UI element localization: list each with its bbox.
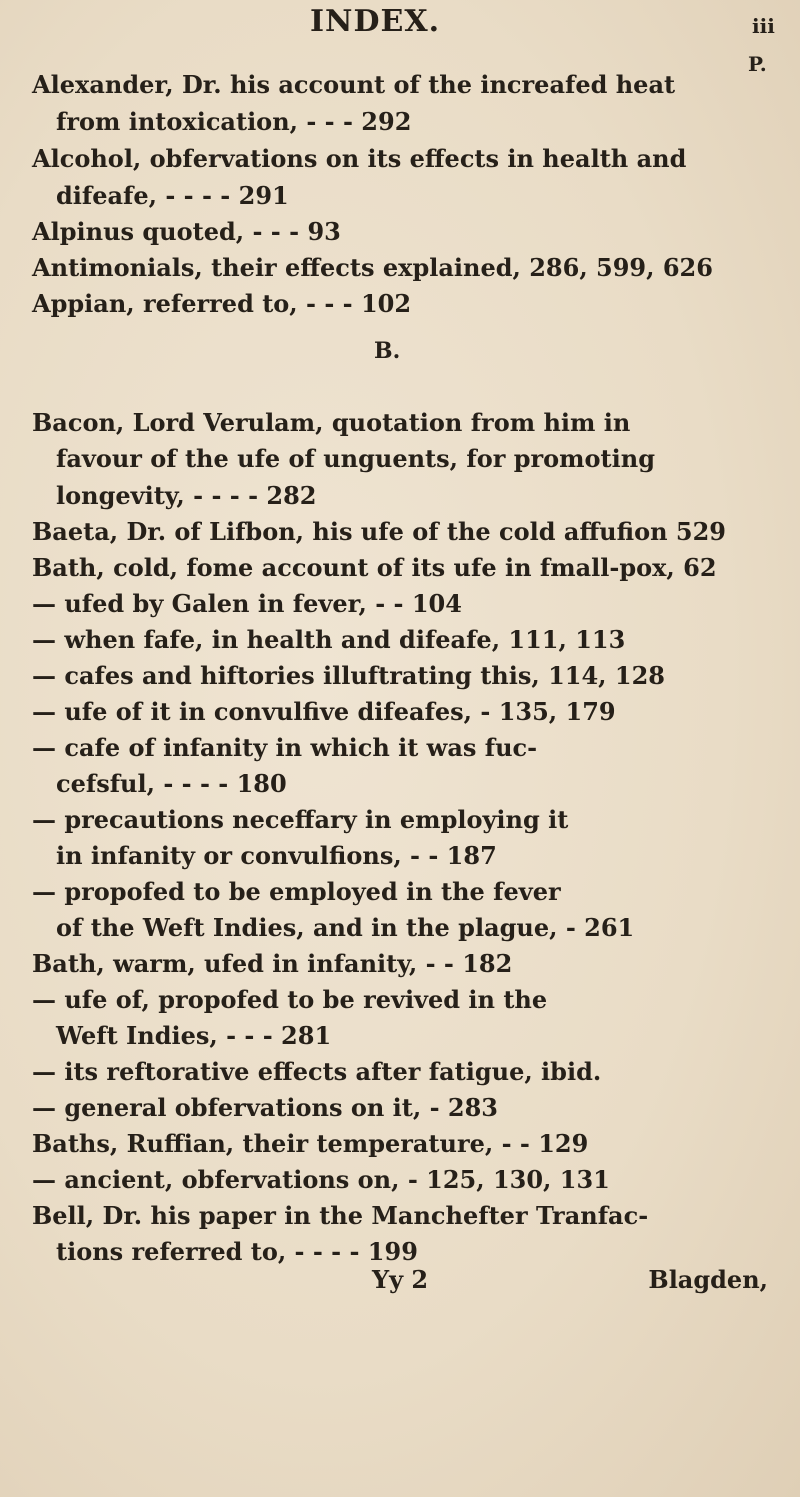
- index-entry: — cafe of infanity in which it was fuc-: [32, 733, 538, 762]
- index-entry: — cafes and hiftories illuftrating this, 114, 128: [32, 661, 665, 690]
- index-entry: Baths, Ruffian, their temperature, - - 129: [32, 1129, 589, 1158]
- index-entry: Alpinus quoted, - - - 93: [32, 217, 341, 246]
- index-entry: Alcohol, obfervations on its effects in health and: [32, 144, 687, 173]
- index-entry: — when fafe, in health and difeafe, 111, 113: [32, 625, 626, 654]
- index-entry: — precautions neceffary in employing it: [32, 805, 569, 834]
- page-footer: [0, 1265, 800, 1301]
- index-entry: — ancient, obfervations on, - 125, 130, 131: [32, 1165, 610, 1194]
- index-entry: — ufed by Galen in fever, - - 104: [32, 589, 462, 618]
- signature-mark: Yy 2: [372, 1265, 429, 1294]
- index-entry: from intoxication, - - - 292: [56, 107, 412, 136]
- index-entry: Bacon, Lord Verulam, quotation from him in: [32, 408, 631, 437]
- index-entry: — general obfervations on it, - 283: [32, 1093, 498, 1122]
- index-entry: of the Weft Indies, and in the plague, - 261: [56, 913, 635, 942]
- index-entry: favour of the ufe of unguents, for promoting: [56, 444, 655, 473]
- index-entry: Baeta, Dr. of Lifbon, his ufe of the cold affufion 529: [32, 517, 726, 546]
- index-entry: in infanity or convulfions, - - 187: [56, 841, 497, 870]
- index-entry: — ufe of, propofed to be revived in the: [32, 985, 548, 1014]
- page-header: [0, 4, 800, 48]
- index-entry: cefsful, - - - - 180: [56, 769, 287, 798]
- index-entry: Appian, referred to, - - - 102: [32, 289, 412, 318]
- index-entry: Alexander, Dr. his account of the increafed heat: [32, 70, 676, 99]
- page-column-head: P.: [748, 52, 767, 76]
- index-entry: Bell, Dr. his paper in the Manchefter Tranfac-: [32, 1201, 649, 1230]
- index-entry: difeafe, - - - - 291: [56, 181, 289, 210]
- index-entry: — its reftorative effects after fatigue, ibid.: [32, 1057, 602, 1086]
- section-letter-b: B.: [374, 338, 401, 364]
- index-entry: — propofed to be employed in the fever: [32, 877, 561, 906]
- index-entry: longevity, - - - - 282: [56, 481, 317, 510]
- index-entry: — ufe of it in convulfive difeafes, - 135, 179: [32, 697, 616, 726]
- catchword: Blagden,: [648, 1265, 768, 1294]
- index-entry: Bath, cold, fome account of its ufe in fmall-pox, 62: [32, 553, 717, 582]
- index-entry: Antimonials, their effects explained, 286, 599, 626: [32, 253, 713, 282]
- page-number: iii: [752, 14, 775, 38]
- running-title: INDEX.: [310, 4, 441, 39]
- index-entry: Bath, warm, ufed in infanity, - - 182: [32, 949, 513, 978]
- index-entry: Weft Indies, - - - 281: [56, 1021, 332, 1050]
- index-entry: tions referred to, - - - - 199: [56, 1237, 418, 1266]
